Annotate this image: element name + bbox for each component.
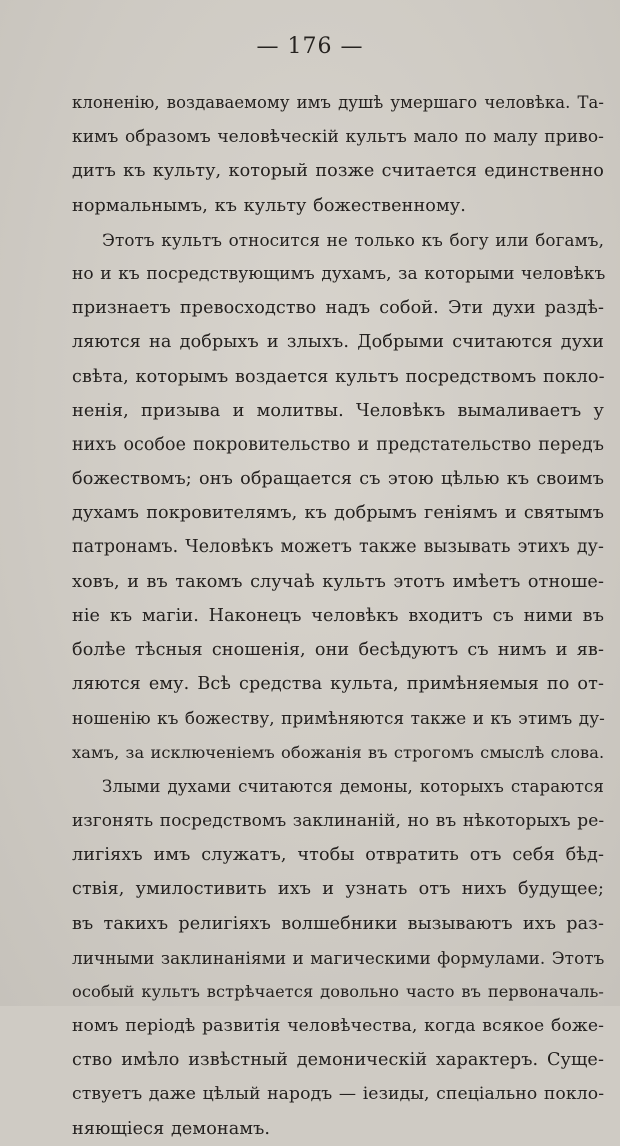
- text-line: хамъ, за исключеніемъ обожанія въ строгомъ смыслѣ слова.: [72, 742, 605, 762]
- text-line: личными заклинаніями и магическими формулами. Этотъ: [72, 947, 605, 968]
- paragraph-3: [72, 770, 604, 1146]
- text-line: ствуетъ даже цѣлый народъ — іезиды, спеціально покло-: [72, 1084, 605, 1105]
- text-line: ніе къ магіи. Наконецъ человѣкъ входитъ съ ними въ: [72, 605, 604, 626]
- text-line: ляются на добрыхъ и злыхъ. Добрыми считаются духи: [72, 332, 604, 353]
- text-line: клоненію, воздаваемому имъ душѣ умершаго человѣка. Та-: [72, 93, 604, 112]
- text-line: номъ періодѣ развитія человѣчества, когда всякое боже-: [72, 1016, 604, 1037]
- text-line: но и къ посредствующимъ духамъ, за которыми человѣкъ: [72, 263, 606, 284]
- text-line: ховъ, и въ такомъ случаѣ культъ этотъ имѣетъ отноше-: [72, 571, 604, 592]
- text-line: болѣе тѣсныя сношенія, они бесѣдуютъ съ нимъ и яв-: [72, 640, 604, 660]
- text-line: въ такихъ религіяхъ волшебники вызываютъ ихъ раз-: [72, 913, 604, 934]
- page-number: — 176 —: [256, 34, 364, 59]
- text-line: божествомъ; онъ обращается съ этою цѣлью къ своимъ: [72, 469, 604, 490]
- text-line: ствія, умилостивить ихъ и узнать отъ нихъ будущее;: [72, 879, 604, 900]
- body-text: [72, 86, 604, 1146]
- text-line: изгонять посредствомъ заклинаній, но въ нѣкоторыхъ ре-: [72, 810, 605, 831]
- text-line: ношенію къ божеству, примѣняются также и къ этимъ ду-: [72, 708, 605, 729]
- text-line: нихъ особое покровительство и предстательство передъ: [72, 434, 604, 455]
- text-line: ство имѣло извѣстный демоническій характеръ. Суще-: [72, 1050, 604, 1071]
- text-line: Злыми духами считаются демоны, которыхъ стараются: [102, 776, 604, 796]
- text-line: духамъ покровителямъ, къ добрымъ геніямъ и святымъ: [72, 503, 604, 524]
- text-line: лигіяхъ имъ служатъ, чтобы отвратить отъ себя бѣд-: [72, 845, 604, 866]
- text-line: Этотъ культъ относится не только къ богу или богамъ,: [102, 229, 604, 250]
- text-line: ненія, призыва и молитвы. Человѣкъ вымаливаетъ у: [72, 400, 604, 421]
- paragraph-1: [72, 86, 604, 223]
- text-line: признаетъ превосходство надъ собой. Эти духи раздѣ-: [72, 298, 604, 319]
- text-line: нормальнымъ, къ культу божественному.: [72, 195, 466, 216]
- text-line: свѣта, которымъ воздается культъ посредствомъ покло-: [72, 366, 605, 387]
- paragraph-2: [72, 223, 604, 770]
- text-line: кимъ образомъ человѣческій культъ мало по малу приво-: [72, 127, 604, 148]
- text-line: особый культъ встрѣчается довольно часто въ первоначаль-: [72, 981, 604, 1001]
- text-line: няющіеся демонамъ.: [72, 1118, 271, 1139]
- text-line: дитъ къ культу, который позже считается единственно: [72, 161, 604, 182]
- text-line: ляются ему. Всѣ средства культа, примѣняемыя по от-: [72, 674, 604, 695]
- text-line: патронамъ. Человѣкъ можетъ также вызывать этихъ ду-: [72, 537, 604, 558]
